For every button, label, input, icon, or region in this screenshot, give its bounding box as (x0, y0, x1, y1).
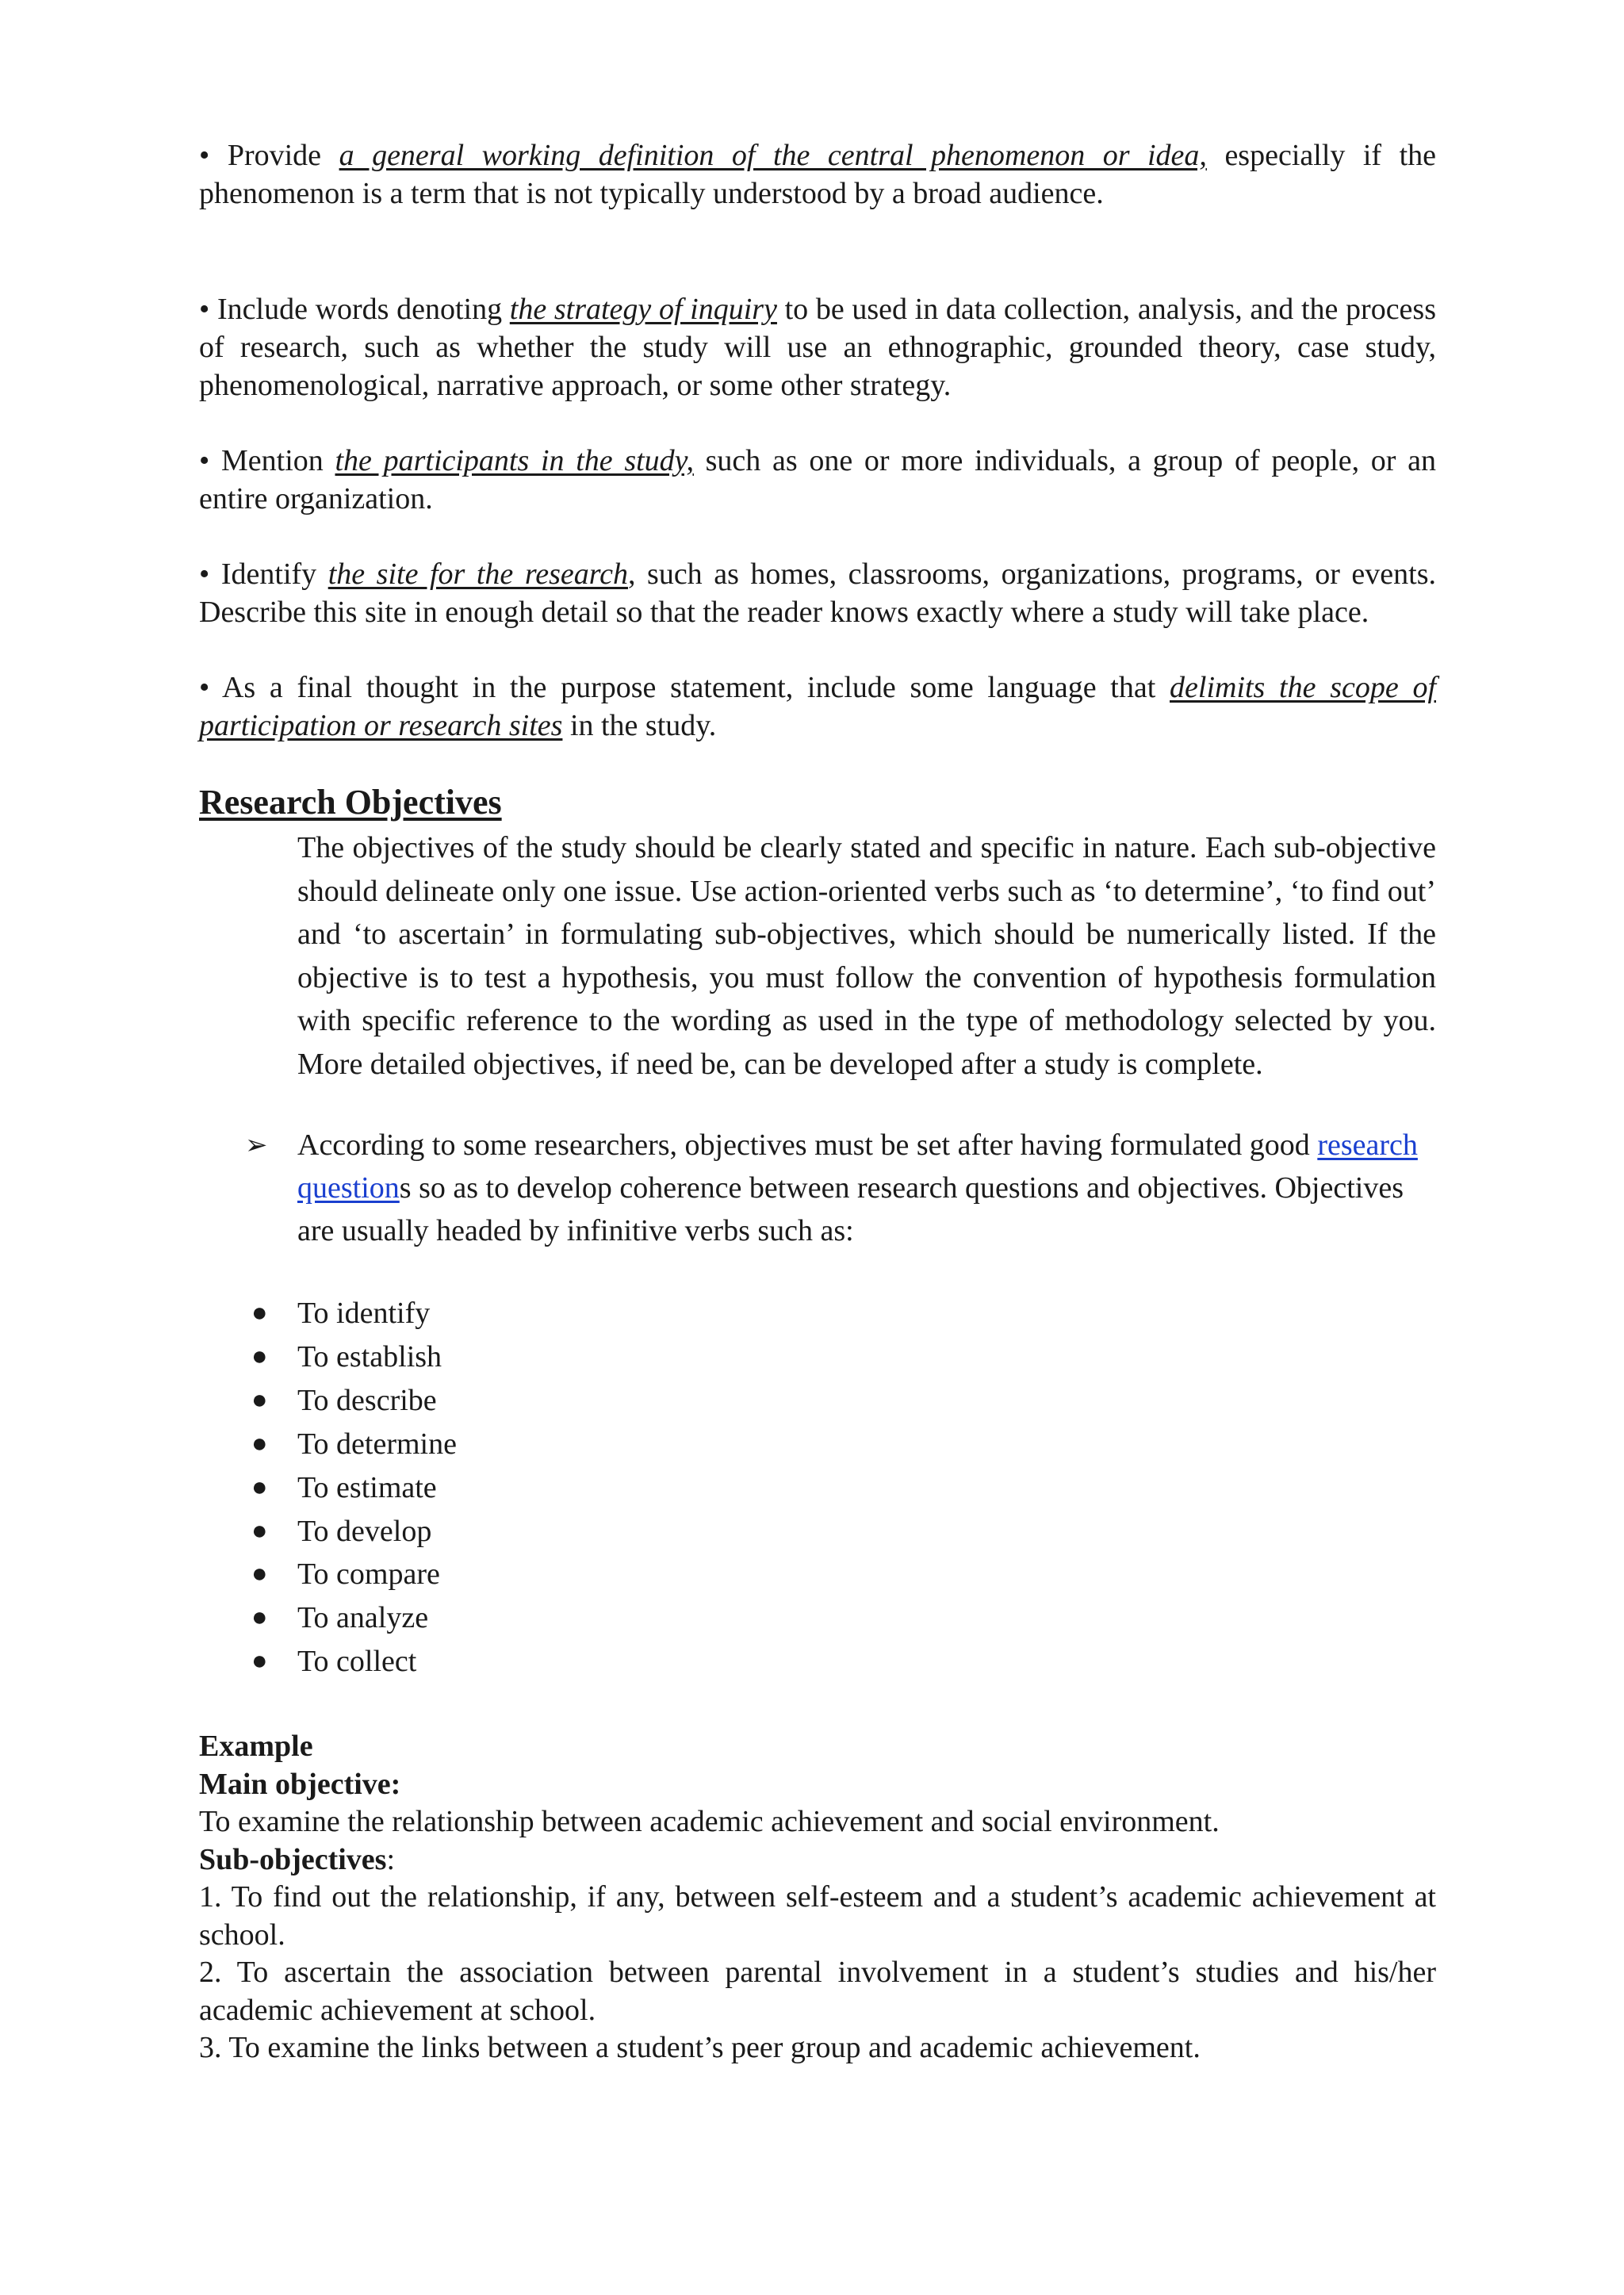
sub-objective-item: 2. To ascertain the association between parental involvement in a student’s studies and his/her academic achievement at school. (199, 1956, 1436, 2027)
bullet-dot-icon: ● (251, 1559, 268, 1589)
bullet-paragraph-definition: • Provide a general working definition of the central phenomenon or idea, especially if the phenomenon is a term that is not typically understood by a broad audience. (199, 139, 1437, 210)
bullet-paragraph-site: • Identify the site for the research, such as homes, classrooms, organizations, programs, or events. Describe this site in enough detail so that the reader knows exactly where a study will take place. (199, 557, 1436, 629)
infinitive-verbs-list (199, 1292, 1436, 1684)
list-item: ● To develop (199, 1510, 1436, 1554)
list-item: ● To identify (199, 1292, 1436, 1335)
list-item: ● To estimate (199, 1466, 1436, 1510)
list-item: ● To determine (199, 1423, 1436, 1466)
list-item: ● To analyze (199, 1596, 1436, 1640)
list-item: ● To compare (199, 1553, 1436, 1596)
sub-objective-item: 3. To examine the links between a student’s peer group and academic achievement. (199, 2031, 1201, 2065)
bullet-marker: • (199, 671, 210, 704)
list-item: ● To establish (199, 1335, 1436, 1379)
section-heading-research-objectives: Research Objectives (199, 783, 502, 822)
arrow-bullet-icon: ➢ (245, 1129, 268, 1161)
research-questions-link[interactable]: research question (297, 1128, 1418, 1205)
bullet-dot-icon: ● (251, 1341, 268, 1371)
list-item: ● To describe (199, 1379, 1436, 1423)
example-section (199, 1728, 1436, 2067)
emphasis-text: delimits the scope of participation or research sites (199, 671, 1436, 742)
sub-objective-item: 1. To find out the relationship, if any, between self-esteem and a student’s academic achievement at school. (199, 1880, 1436, 1952)
emphasis-text: a general working definition of the central phenomenon or idea, (339, 139, 1207, 172)
main-objective-text: To examine the relationship between academic achievement and social environment. (199, 1805, 1220, 1839)
bullet-dot-icon: ● (251, 1298, 268, 1328)
bullet-marker: • (199, 139, 210, 172)
bullet-dot-icon: ● (251, 1603, 268, 1633)
document-page (199, 136, 1436, 2067)
emphasis-text: the strategy of inquiry (509, 293, 777, 326)
bullet-marker: • (199, 293, 210, 326)
bullet-paragraph-strategy: • Include words denoting the strategy of inquiry to be used in data collection, analysis, and the process of research, such as whether the study will use an ethnographic, grounded theory, case study, phenomenological, narrative approach, or some other strategy. (199, 293, 1437, 402)
bullet-paragraph-scope: • As a final thought in the purpose statement, include some language that delimits the scope of participation or research sites in the study. (199, 671, 1436, 742)
bullet-marker: • (199, 557, 210, 591)
bullet-dot-icon: ● (251, 1472, 268, 1502)
main-objective-label: Main objective: (199, 1767, 401, 1801)
emphasis-text: the participants in the study, (335, 444, 694, 477)
example-heading: Example (199, 1730, 313, 1764)
bullet-marker: • (199, 444, 210, 477)
bullet-paragraph-participants: • Mention the participants in the study, such as one or more individuals, a group of people, or an entire organization. (199, 444, 1437, 515)
sub-objectives-label: Sub-objectives: (199, 1842, 396, 1876)
bullet-dot-icon: ● (251, 1646, 268, 1676)
objectives-paragraph: The objectives of the study should be clearly stated and specific in nature. Each sub-objective should delineate only one issue. Use action-oriented verbs such as ‘to determine’, ‘to find out’ and ‘to ascertain’ in formulating sub-objectives, which should be numerically listed. If the objective is to test a hypothesis, you must follow the convention of hypothesis formulation with specific reference to the wording as used in the type of methodology selected by you. More detailed objectives, if need be, can be developed after a study is complete. (297, 831, 1436, 1081)
bullet-dot-icon: ● (251, 1515, 268, 1546)
emphasis-text: the site for the research (327, 557, 628, 591)
arrow-list-item: ➢ According to some researchers, objectives must be set after having formulated good research questions so as to develop coherence between research questions and objectives. Objectives are usually headed by infinitive verbs such as: (297, 1124, 1436, 1252)
list-item: ● To collect (199, 1640, 1436, 1684)
bullet-dot-icon: ● (251, 1385, 268, 1415)
bullet-dot-icon: ● (251, 1428, 268, 1458)
